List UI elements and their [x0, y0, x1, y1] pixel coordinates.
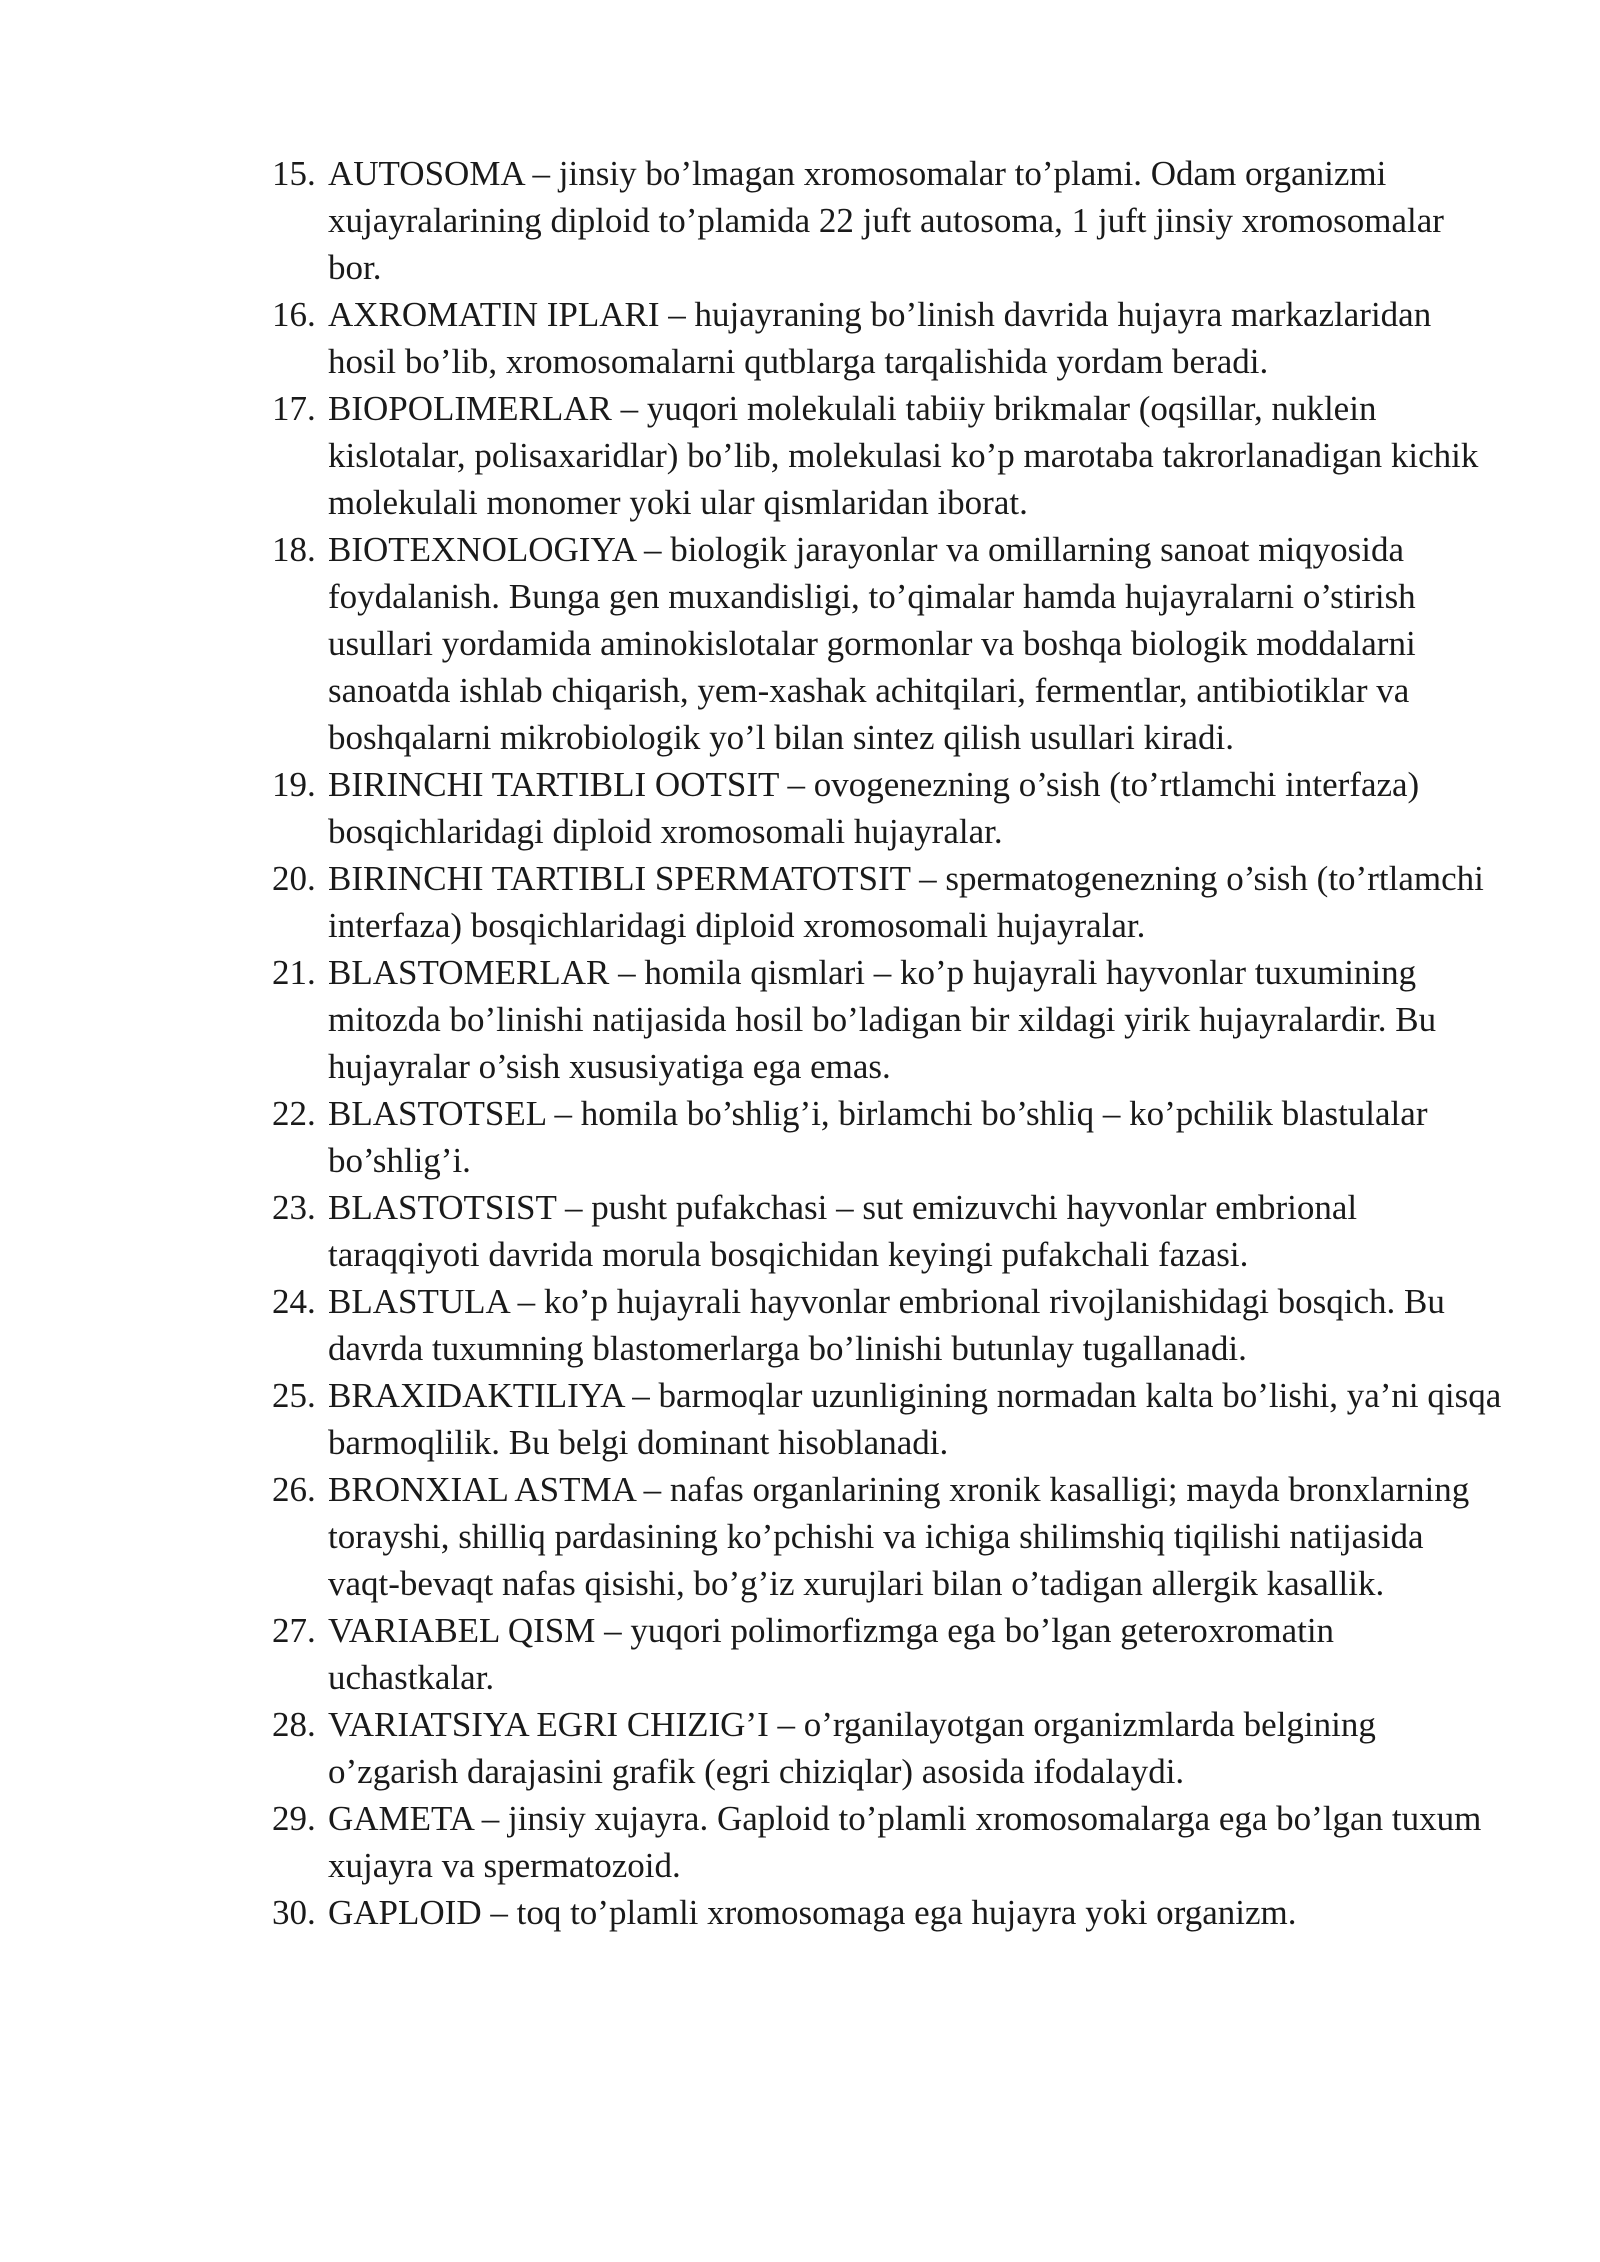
glossary-entry	[272, 150, 1502, 291]
entry-number: 27.	[272, 1611, 316, 1650]
entry-number: 21.	[272, 953, 316, 992]
entry-number: 15.	[272, 154, 316, 193]
entry-number: 17.	[272, 389, 316, 428]
glossary-entry	[272, 1701, 1502, 1795]
glossary-entry	[272, 1184, 1502, 1278]
entry-text: BIRINCHI TARTIBLI OOTSIT – ovogenezning o’sish (to’rtlamchi interfaza) bosqichlaridagi diploid xromosomali hujayralar.	[328, 765, 1420, 851]
glossary-entry	[272, 526, 1502, 761]
glossary-entry	[272, 855, 1502, 949]
entry-number: 30.	[272, 1893, 316, 1932]
entry-text: VARIABEL QISM – yuqori polimorfizmga ega bo’lgan geteroxromatin uchastkalar.	[328, 1611, 1335, 1697]
entry-text: BLASTOTSIST – pusht pufakchasi – sut emizuvchi hayvonlar embrional taraqqiyoti davrida morula bosqichidan keyingi pufakchali fazasi.	[328, 1188, 1358, 1274]
glossary-entry	[272, 1607, 1502, 1701]
glossary-entry	[272, 385, 1502, 526]
glossary-entry	[272, 1466, 1502, 1607]
glossary-list	[272, 150, 1502, 1936]
entry-text: BRONXIAL ASTMA – nafas organlarining xronik kasalligi; mayda bronxlarning torayshi, shilliq pardasining ko’pchishi va ichiga shilimshiq tiqilishi natijasida vaqt-bevaqt nafas qisishi, bo’g’iz xurujlari bilan o’tadigan allergik kasallik.	[328, 1470, 1470, 1603]
glossary-entry	[272, 1278, 1502, 1372]
entry-text: GAMETA – jinsiy xujayra. Gaploid to’plamli xromosomalarga ega bo’lgan tuxum xujayra va spermatozoid.	[328, 1799, 1482, 1885]
entry-text: BRAXIDAKTILIYA – barmoqlar uzunligining normadan kalta bo’lishi, ya’ni qisqa barmoqlilik. Bu belgi dominant hisoblanadi.	[328, 1376, 1502, 1462]
glossary-entry	[272, 1795, 1502, 1889]
entry-text: VARIATSIYA EGRI CHIZIG’I – o’rganilayotgan organizmlarda belgining o’zgarish darajasini grafik (egri chiziqlar) asosida ifodalaydi.	[328, 1705, 1376, 1791]
entry-number: 26.	[272, 1470, 316, 1509]
entry-number: 28.	[272, 1705, 316, 1744]
entry-number: 22.	[272, 1094, 316, 1133]
glossary-entry	[272, 291, 1502, 385]
entry-number: 25.	[272, 1376, 316, 1415]
entry-number: 19.	[272, 765, 316, 804]
glossary-entry	[272, 761, 1502, 855]
entry-text: BLASTOMERLAR – homila qismlari – ko’p hujayrali hayvonlar tuxumining mitozda bo’linishi natijasida hosil bo’ladigan bir xildagi yirik hujayralardir. Bu hujayralar o’sish xususiyatiga ega emas.	[328, 953, 1437, 1086]
entry-number: 20.	[272, 859, 316, 898]
entry-number: 16.	[272, 295, 316, 334]
entry-text: BIRINCHI TARTIBLI SPERMATOTSIT – spermatogenezning o’sish (to’rtlamchi interfaza) bosqichlaridagi diploid xromosomali hujayralar.	[328, 859, 1484, 945]
entry-text: BLASTULA – ko’p hujayrali hayvonlar embrional rivojlanishidagi bosqich. Bu davrda tuxumning blastomerlarga bo’linishi butunlay tugallanadi.	[328, 1282, 1445, 1368]
glossary-entry	[272, 949, 1502, 1090]
glossary-entry	[272, 1889, 1502, 1936]
entry-text: BIOPOLIMERLAR – yuqori molekulali tabiiy brikmalar (oqsillar, nuklein kislotalar, polisaxaridlar) bo’lib, molekulasi ko’p marotaba takrorlanadigan kichik molekulali monomer yoki ular qismlaridan iborat.	[328, 389, 1479, 522]
glossary-entry	[272, 1090, 1502, 1184]
entry-text: AUTOSOMA – jinsiy bo’lmagan xromosomalar to’plami. Odam organizmi xujayralarining diploid to’plamida 22 juft autosoma, 1 juft jinsiy xromosomalar bor.	[328, 154, 1444, 287]
glossary-entry	[272, 1372, 1502, 1466]
entry-number: 23.	[272, 1188, 316, 1227]
entry-number: 29.	[272, 1799, 316, 1838]
entry-text: BIOTEXNOLOGIYA – biologik jarayonlar va omillarning sanoat miqyosida foydalanish. Bunga gen muxandisligi, to’qimalar hamda hujayralarni o’stirish usullari yordamida aminokislotalar gormonlar va boshqa biologik moddalarni sanoatda ishlab chiqarish, yem-xashak achitqilari, fermentlar, antibiotiklar va boshqalarni mikrobiologik yo’l bilan sintez qilish usullari kiradi.	[328, 530, 1416, 757]
entry-text: BLASTOTSEL – homila bo’shlig’i, birlamchi bo’shliq – ko’pchilik blastulalar bo’shlig’i.	[328, 1094, 1428, 1180]
entry-number: 18.	[272, 530, 316, 569]
entry-text: AXROMATIN IPLARI – hujayraning bo’linish davrida hujayra markazlaridan hosil bo’lib, xromosomalarni qutblarga tarqalishida yordam beradi.	[328, 295, 1432, 381]
entry-number: 24.	[272, 1282, 316, 1321]
entry-text: GAPLOID – toq to’plamli xromosomaga ega hujayra yoki organizm.	[328, 1893, 1297, 1932]
